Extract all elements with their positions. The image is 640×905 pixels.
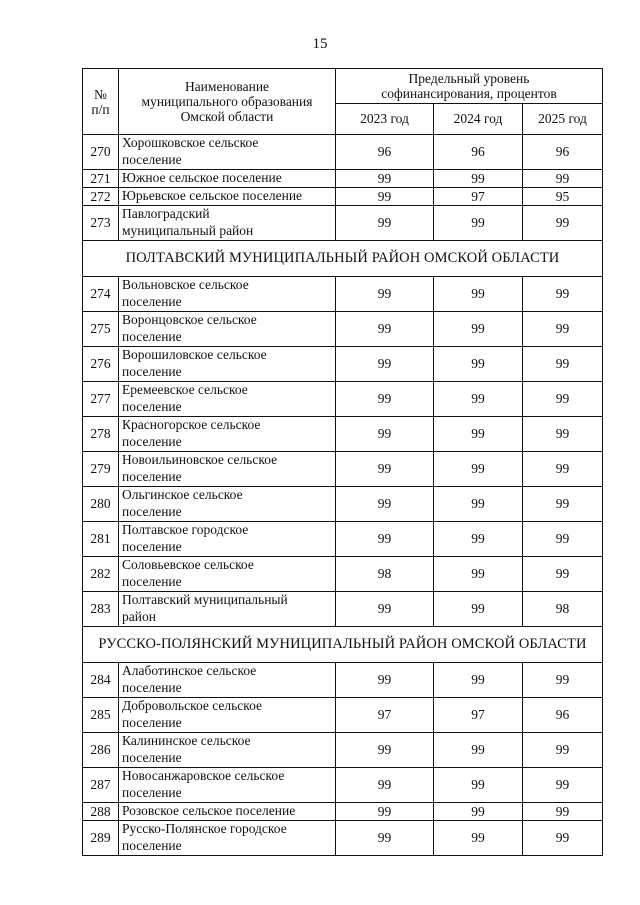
header-group-line: софинансирования, процентов — [381, 86, 557, 101]
value-2024: 99 — [434, 557, 523, 592]
municipality-name — [119, 733, 336, 768]
value-2023: 99 — [336, 663, 434, 698]
value-2023: 99 — [336, 592, 434, 627]
municipality-name-line: Алаботинское сельское — [122, 663, 257, 678]
value-2024: 96 — [434, 135, 523, 170]
municipality-name-line: поселение — [122, 433, 182, 449]
row-number: 281 — [83, 522, 119, 557]
municipality-name — [119, 417, 336, 452]
row-number: 275 — [83, 312, 119, 347]
value-2023: 98 — [336, 557, 434, 592]
value-2024: 97 — [434, 698, 523, 733]
municipality-name-line: поселение — [122, 503, 182, 519]
header-year: 2023 год — [336, 104, 434, 135]
value-2025: 99 — [523, 487, 603, 522]
value-2024: 99 — [434, 487, 523, 522]
cofinancing-table — [82, 68, 603, 856]
value-2025: 99 — [523, 170, 603, 188]
section-row — [83, 241, 603, 277]
table-row — [83, 522, 603, 557]
municipality-name-line: Ворошиловское сельское — [122, 347, 267, 362]
header-number-line: № — [94, 86, 107, 102]
row-number: 274 — [83, 277, 119, 312]
municipality-name-line: поселение — [122, 363, 182, 379]
table-row — [83, 452, 603, 487]
municipality-name — [119, 277, 336, 312]
municipality-name-line: Новосанжаровское сельское — [122, 768, 285, 783]
municipality-name-line: поселение — [122, 293, 182, 309]
value-2025: 98 — [523, 592, 603, 627]
municipality-name-line: Ольгинское сельское — [122, 487, 243, 502]
municipality-name-line: Красногорское сельское — [122, 417, 261, 432]
row-number: 285 — [83, 698, 119, 733]
page-number: 15 — [312, 36, 328, 52]
municipality-name-line: поселение — [122, 837, 182, 853]
row-number: 279 — [83, 452, 119, 487]
municipality-name — [119, 135, 336, 170]
row-number: 283 — [83, 592, 119, 627]
value-2023: 99 — [336, 522, 434, 557]
value-2023: 99 — [336, 206, 434, 241]
municipality-name-line: поселение — [122, 679, 182, 695]
value-2023: 99 — [336, 821, 434, 856]
municipality-name-line: поселение — [122, 398, 182, 414]
value-2025: 96 — [523, 135, 603, 170]
value-2025: 99 — [523, 347, 603, 382]
municipality-name-line: Соловьевское сельское — [122, 557, 254, 572]
value-2023: 99 — [336, 803, 434, 821]
value-2023: 99 — [336, 768, 434, 803]
value-2024: 99 — [434, 312, 523, 347]
table-body — [83, 135, 603, 856]
municipality-name-line: Павлоградский — [122, 206, 210, 221]
value-2023: 99 — [336, 188, 434, 206]
value-2023: 99 — [336, 452, 434, 487]
municipality-name-line: поселение — [122, 151, 182, 167]
value-2023: 99 — [336, 312, 434, 347]
row-number: 276 — [83, 347, 119, 382]
municipality-name-line: Хорошковское сельское — [122, 135, 259, 150]
header-year: 2024 год — [434, 104, 523, 135]
value-2024: 99 — [434, 522, 523, 557]
table-row — [83, 382, 603, 417]
value-2025: 99 — [523, 277, 603, 312]
header-number — [83, 69, 119, 135]
municipality-name-line: поселение — [122, 573, 182, 589]
value-2025: 99 — [523, 382, 603, 417]
municipality-name — [119, 557, 336, 592]
municipality-name-line: Юрьевское сельское поселение — [122, 188, 303, 203]
value-2024: 99 — [434, 592, 523, 627]
header-name-line: Наименование — [184, 79, 270, 94]
municipality-name — [119, 768, 336, 803]
value-2023: 99 — [336, 733, 434, 768]
value-2025: 95 — [523, 188, 603, 206]
municipality-name-line: поселение — [122, 538, 182, 554]
municipality-name-line: Калининское сельское — [122, 733, 251, 748]
header-name-line: Омской области — [180, 109, 274, 124]
value-2025: 99 — [523, 522, 603, 557]
value-2025: 99 — [523, 206, 603, 241]
table-row — [83, 557, 603, 592]
municipality-name-line: Добровольское сельское — [122, 698, 263, 713]
value-2023: 97 — [336, 698, 434, 733]
table-row — [83, 277, 603, 312]
table-header-row — [83, 69, 603, 104]
header-cofinancing-level — [336, 69, 603, 104]
municipality-name — [119, 347, 336, 382]
value-2024: 99 — [434, 663, 523, 698]
header-group-line: Предельный уровень — [408, 71, 530, 86]
section-row — [83, 627, 603, 663]
row-number: 284 — [83, 663, 119, 698]
value-2023: 96 — [336, 135, 434, 170]
municipality-name — [119, 803, 336, 821]
municipality-name — [119, 663, 336, 698]
row-number: 278 — [83, 417, 119, 452]
row-number: 287 — [83, 768, 119, 803]
row-number: 273 — [83, 206, 119, 241]
value-2024: 99 — [434, 347, 523, 382]
municipality-name-line: Русско-Полянское городское — [122, 821, 287, 836]
value-2024: 99 — [434, 768, 523, 803]
municipality-name — [119, 821, 336, 856]
value-2025: 99 — [523, 768, 603, 803]
value-2024: 99 — [434, 417, 523, 452]
municipality-name-line: Полтавский муниципальный — [122, 592, 288, 607]
table-row — [83, 768, 603, 803]
section-title: ПОЛТАВСКИЙ МУНИЦИПАЛЬНЫЙ РАЙОН ОМСКОЙ ОБЛАСТИ — [83, 241, 603, 277]
table-row — [83, 698, 603, 733]
table-row — [83, 663, 603, 698]
municipality-name — [119, 382, 336, 417]
municipality-name-line: поселение — [122, 328, 182, 344]
value-2023: 99 — [336, 382, 434, 417]
value-2024: 99 — [434, 277, 523, 312]
municipality-name — [119, 206, 336, 241]
value-2025: 99 — [523, 452, 603, 487]
table-row — [83, 206, 603, 241]
value-2023: 99 — [336, 417, 434, 452]
municipality-name — [119, 170, 336, 188]
value-2025: 99 — [523, 821, 603, 856]
table-row — [83, 417, 603, 452]
value-2024: 99 — [434, 733, 523, 768]
municipality-name — [119, 188, 336, 206]
header-number-line: п/п — [91, 101, 110, 117]
value-2024: 99 — [434, 821, 523, 856]
header-name-line: муниципального образования — [141, 94, 313, 109]
value-2025: 96 — [523, 698, 603, 733]
table-row — [83, 347, 603, 382]
value-2023: 99 — [336, 170, 434, 188]
municipality-name-line: Новоильиновское сельское — [122, 452, 278, 467]
row-number: 271 — [83, 170, 119, 188]
municipality-name — [119, 487, 336, 522]
value-2024: 97 — [434, 188, 523, 206]
municipality-name — [119, 698, 336, 733]
municipality-name-line: Воронцовское сельское — [122, 312, 257, 327]
table-row — [83, 170, 603, 188]
municipality-name-line: поселение — [122, 468, 182, 484]
value-2025: 99 — [523, 417, 603, 452]
row-number: 289 — [83, 821, 119, 856]
value-2024: 99 — [434, 452, 523, 487]
row-number: 282 — [83, 557, 119, 592]
section-title: РУССКО-ПОЛЯНСКИЙ МУНИЦИПАЛЬНЫЙ РАЙОН ОМСКОЙ ОБЛАСТИ — [83, 627, 603, 663]
table-row — [83, 821, 603, 856]
municipality-name-line: Розовское сельское поселение — [122, 803, 296, 818]
value-2023: 99 — [336, 347, 434, 382]
value-2025: 99 — [523, 557, 603, 592]
row-number: 272 — [83, 188, 119, 206]
value-2025: 99 — [523, 803, 603, 821]
row-number: 288 — [83, 803, 119, 821]
row-number: 286 — [83, 733, 119, 768]
municipality-name-line: район — [122, 608, 156, 624]
municipality-name-line: Полтавское городское — [122, 522, 249, 537]
value-2025: 99 — [523, 663, 603, 698]
table-row — [83, 733, 603, 768]
municipality-name — [119, 312, 336, 347]
municipality-name-line: Еремеевское сельское — [122, 382, 248, 397]
header-name — [119, 69, 336, 135]
municipality-name-line: поселение — [122, 714, 182, 730]
table-row — [83, 135, 603, 170]
municipality-name-line: Южное сельское поселение — [122, 170, 282, 185]
value-2024: 99 — [434, 803, 523, 821]
municipality-name — [119, 592, 336, 627]
value-2024: 99 — [434, 206, 523, 241]
row-number: 270 — [83, 135, 119, 170]
municipality-name — [119, 452, 336, 487]
table-row — [83, 312, 603, 347]
table-row — [83, 188, 603, 206]
table-row — [83, 803, 603, 821]
municipality-name — [119, 522, 336, 557]
header-year: 2025 год — [523, 104, 603, 135]
value-2024: 99 — [434, 382, 523, 417]
row-number: 277 — [83, 382, 119, 417]
row-number: 280 — [83, 487, 119, 522]
table-row — [83, 592, 603, 627]
value-2024: 99 — [434, 170, 523, 188]
table-row — [83, 487, 603, 522]
municipality-name-line: поселение — [122, 784, 182, 800]
municipality-name-line: муниципальный район — [122, 222, 254, 238]
value-2025: 99 — [523, 733, 603, 768]
value-2023: 99 — [336, 487, 434, 522]
value-2023: 99 — [336, 277, 434, 312]
municipality-name-line: Вольновское сельское — [122, 277, 249, 292]
municipality-name-line: поселение — [122, 749, 182, 765]
value-2025: 99 — [523, 312, 603, 347]
